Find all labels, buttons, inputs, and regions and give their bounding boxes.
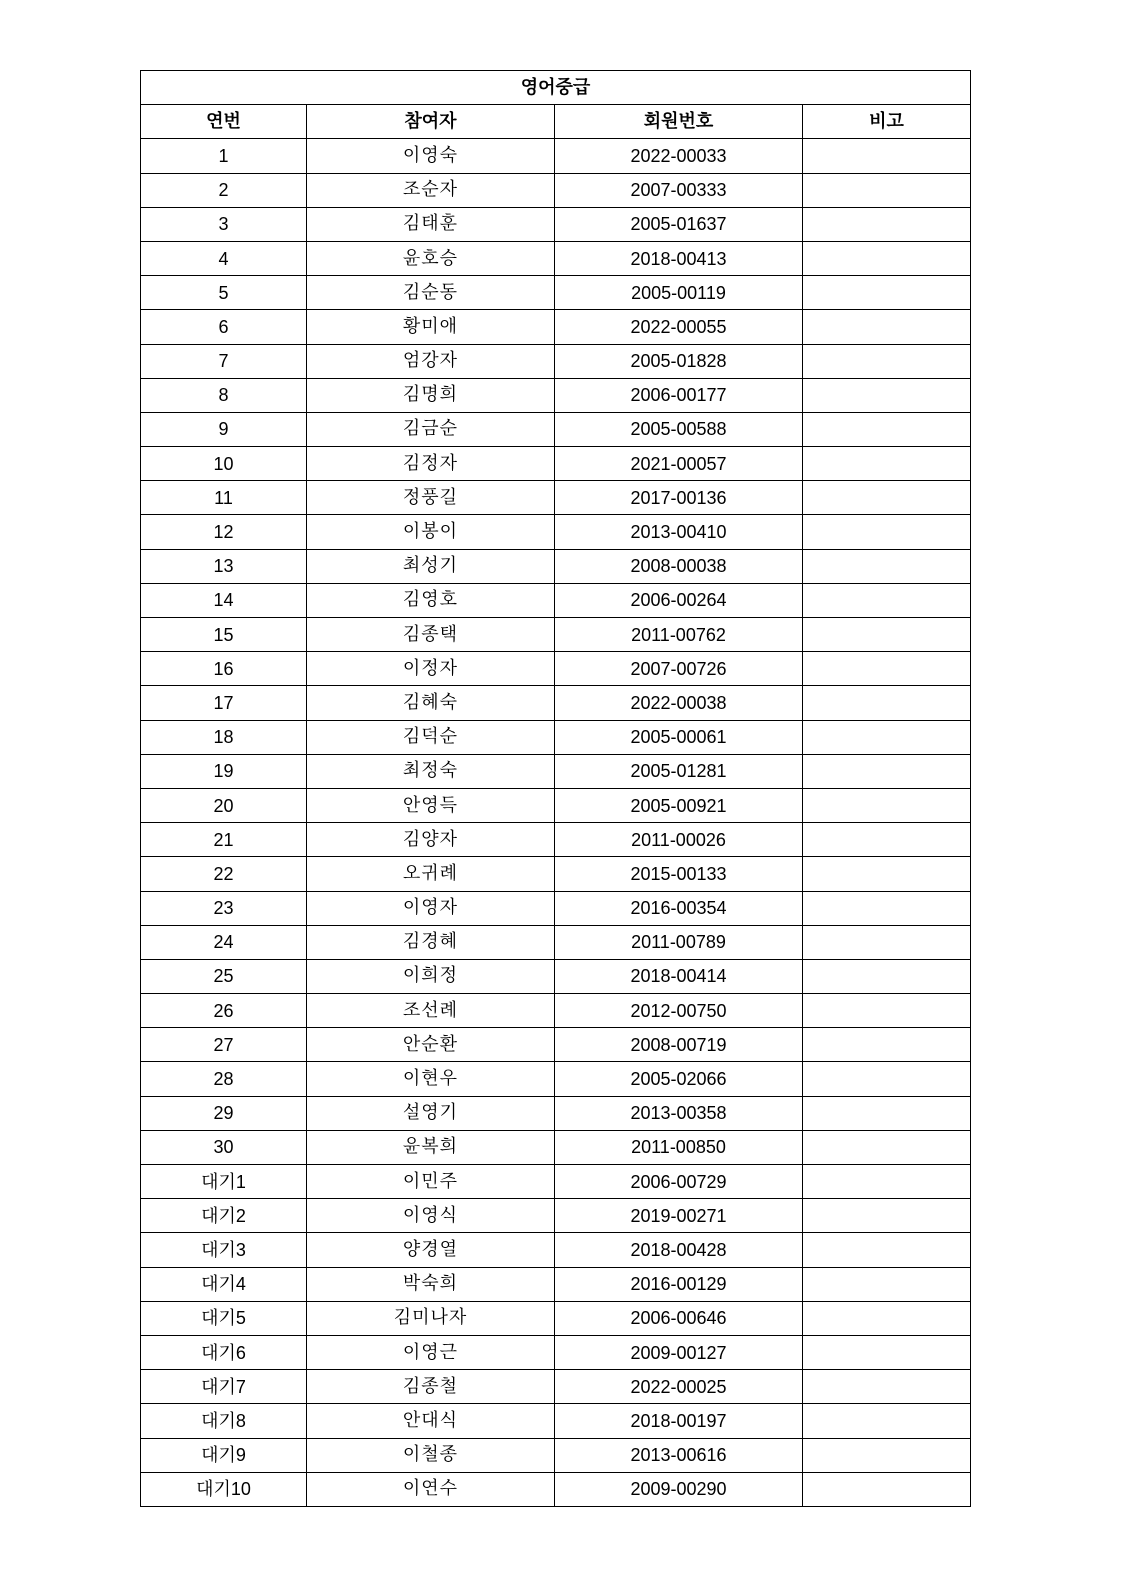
table-row	[141, 1028, 971, 1062]
cell-participant: 김명희	[307, 378, 555, 412]
cell-participant: 이연수	[307, 1472, 555, 1506]
cell-participant: 김양자	[307, 823, 555, 857]
table-row	[141, 618, 971, 652]
cell-participant: 김미나자	[307, 1301, 555, 1335]
cell-member-id: 2006-00177	[555, 378, 803, 412]
cell-note	[803, 173, 971, 207]
cell-note	[803, 754, 971, 788]
cell-no: 27	[141, 1028, 307, 1062]
cell-member-id: 2012-00750	[555, 994, 803, 1028]
cell-member-id: 2018-00197	[555, 1404, 803, 1438]
cell-note	[803, 1199, 971, 1233]
cell-member-id: 2005-00061	[555, 720, 803, 754]
cell-no: 대기1	[141, 1165, 307, 1199]
cell-no: 24	[141, 925, 307, 959]
cell-note	[803, 652, 971, 686]
table-row	[141, 139, 971, 173]
cell-participant: 윤복희	[307, 1130, 555, 1164]
table-row	[141, 754, 971, 788]
cell-note	[803, 1370, 971, 1404]
cell-member-id: 2005-02066	[555, 1062, 803, 1096]
cell-no: 3	[141, 207, 307, 241]
cell-note	[803, 139, 971, 173]
table-row	[141, 788, 971, 822]
cell-member-id: 2011-00850	[555, 1130, 803, 1164]
cell-note	[803, 1062, 971, 1096]
cell-participant: 김순동	[307, 276, 555, 310]
table-row	[141, 1404, 971, 1438]
cell-participant: 최정숙	[307, 754, 555, 788]
cell-no: 2	[141, 173, 307, 207]
cell-participant: 이영숙	[307, 139, 555, 173]
cell-note	[803, 618, 971, 652]
cell-no: 20	[141, 788, 307, 822]
table-row	[141, 1472, 971, 1506]
cell-note	[803, 481, 971, 515]
cell-no: 대기8	[141, 1404, 307, 1438]
cell-participant: 이영근	[307, 1335, 555, 1369]
table-row	[141, 1130, 971, 1164]
table-row	[141, 1335, 971, 1369]
cell-member-id: 2022-00038	[555, 686, 803, 720]
cell-member-id: 2016-00129	[555, 1267, 803, 1301]
cell-note	[803, 686, 971, 720]
cell-member-id: 2022-00055	[555, 310, 803, 344]
cell-note	[803, 857, 971, 891]
table-row	[141, 310, 971, 344]
cell-participant: 이영자	[307, 891, 555, 925]
cell-no: 1	[141, 139, 307, 173]
cell-note	[803, 344, 971, 378]
cell-note	[803, 276, 971, 310]
cell-no: 대기5	[141, 1301, 307, 1335]
cell-member-id: 2007-00726	[555, 652, 803, 686]
cell-no: 대기2	[141, 1199, 307, 1233]
cell-no: 6	[141, 310, 307, 344]
cell-participant: 김종철	[307, 1370, 555, 1404]
cell-no: 14	[141, 583, 307, 617]
cell-member-id: 2013-00410	[555, 515, 803, 549]
cell-member-id: 2018-00413	[555, 241, 803, 275]
cell-note	[803, 823, 971, 857]
cell-note	[803, 1028, 971, 1062]
cell-participant: 이영식	[307, 1199, 555, 1233]
cell-note	[803, 583, 971, 617]
cell-participant: 설영기	[307, 1096, 555, 1130]
cell-no: 9	[141, 412, 307, 446]
table-row	[141, 207, 971, 241]
table-row	[141, 583, 971, 617]
table-row	[141, 276, 971, 310]
cell-member-id: 2013-00616	[555, 1438, 803, 1472]
cell-member-id: 2009-00127	[555, 1335, 803, 1369]
cell-note	[803, 788, 971, 822]
cell-note	[803, 1335, 971, 1369]
cell-participant: 조선례	[307, 994, 555, 1028]
cell-note	[803, 994, 971, 1028]
cell-participant: 김혜숙	[307, 686, 555, 720]
header-note: 비고	[803, 105, 971, 139]
cell-no: 22	[141, 857, 307, 891]
cell-participant: 이정자	[307, 652, 555, 686]
table-row	[141, 1233, 971, 1267]
cell-member-id: 2008-00038	[555, 549, 803, 583]
cell-member-id: 2011-00026	[555, 823, 803, 857]
cell-participant: 김종택	[307, 618, 555, 652]
cell-participant: 김태훈	[307, 207, 555, 241]
cell-note	[803, 925, 971, 959]
cell-member-id: 2005-00588	[555, 412, 803, 446]
cell-note	[803, 1165, 971, 1199]
cell-note	[803, 1438, 971, 1472]
cell-no: 19	[141, 754, 307, 788]
cell-note	[803, 1096, 971, 1130]
cell-member-id: 2005-00119	[555, 276, 803, 310]
cell-participant: 조순자	[307, 173, 555, 207]
table-row	[141, 652, 971, 686]
header-name: 참여자	[307, 105, 555, 139]
cell-participant: 김경혜	[307, 925, 555, 959]
cell-no: 대기4	[141, 1267, 307, 1301]
table-row	[141, 549, 971, 583]
cell-member-id: 2006-00264	[555, 583, 803, 617]
cell-no: 대기7	[141, 1370, 307, 1404]
cell-participant: 안대식	[307, 1404, 555, 1438]
roster-sheet	[140, 70, 970, 1507]
cell-participant: 이희정	[307, 959, 555, 993]
cell-participant: 윤호승	[307, 241, 555, 275]
cell-no: 16	[141, 652, 307, 686]
table-title: 영어중급	[141, 71, 971, 105]
table-row	[141, 1370, 971, 1404]
cell-no: 15	[141, 618, 307, 652]
cell-note	[803, 1233, 971, 1267]
header-no: 연번	[141, 105, 307, 139]
cell-participant: 박숙희	[307, 1267, 555, 1301]
cell-member-id: 2006-00729	[555, 1165, 803, 1199]
table-row	[141, 857, 971, 891]
cell-no: 23	[141, 891, 307, 925]
header-row	[141, 105, 971, 139]
table-row	[141, 241, 971, 275]
title-row	[141, 71, 971, 105]
cell-no: 30	[141, 1130, 307, 1164]
cell-participant: 최성기	[307, 549, 555, 583]
cell-note	[803, 241, 971, 275]
table-row	[141, 1267, 971, 1301]
cell-member-id: 2022-00033	[555, 139, 803, 173]
cell-no: 11	[141, 481, 307, 515]
table-row	[141, 412, 971, 446]
cell-member-id: 2011-00762	[555, 618, 803, 652]
cell-participant: 황미애	[307, 310, 555, 344]
cell-member-id: 2007-00333	[555, 173, 803, 207]
cell-note	[803, 1267, 971, 1301]
table-row	[141, 925, 971, 959]
cell-participant: 이봉이	[307, 515, 555, 549]
cell-member-id: 2022-00025	[555, 1370, 803, 1404]
cell-no: 대기9	[141, 1438, 307, 1472]
cell-participant: 정풍길	[307, 481, 555, 515]
table-row	[141, 447, 971, 481]
cell-note	[803, 959, 971, 993]
cell-member-id: 2005-01637	[555, 207, 803, 241]
cell-note	[803, 447, 971, 481]
table-row	[141, 173, 971, 207]
table-row	[141, 959, 971, 993]
cell-note	[803, 310, 971, 344]
cell-participant: 양경열	[307, 1233, 555, 1267]
cell-no: 4	[141, 241, 307, 275]
cell-note	[803, 412, 971, 446]
table-row	[141, 344, 971, 378]
table-row	[141, 481, 971, 515]
cell-member-id: 2019-00271	[555, 1199, 803, 1233]
table-row	[141, 823, 971, 857]
cell-note	[803, 378, 971, 412]
table-row	[141, 1199, 971, 1233]
cell-member-id: 2015-00133	[555, 857, 803, 891]
cell-note	[803, 1301, 971, 1335]
cell-no: 12	[141, 515, 307, 549]
cell-member-id: 2005-01281	[555, 754, 803, 788]
cell-no: 7	[141, 344, 307, 378]
cell-no: 대기3	[141, 1233, 307, 1267]
cell-no: 21	[141, 823, 307, 857]
table-row	[141, 378, 971, 412]
table-row	[141, 1301, 971, 1335]
cell-no: 28	[141, 1062, 307, 1096]
cell-participant: 안영득	[307, 788, 555, 822]
cell-member-id: 2009-00290	[555, 1472, 803, 1506]
cell-participant: 김덕순	[307, 720, 555, 754]
cell-note	[803, 207, 971, 241]
cell-member-id: 2013-00358	[555, 1096, 803, 1130]
cell-note	[803, 515, 971, 549]
cell-note	[803, 720, 971, 754]
cell-member-id: 2008-00719	[555, 1028, 803, 1062]
cell-note	[803, 549, 971, 583]
roster-table-body	[141, 139, 971, 1507]
cell-no: 8	[141, 378, 307, 412]
cell-member-id: 2005-00921	[555, 788, 803, 822]
cell-member-id: 2017-00136	[555, 481, 803, 515]
cell-no: 25	[141, 959, 307, 993]
cell-participant: 오귀례	[307, 857, 555, 891]
cell-note	[803, 1472, 971, 1506]
table-row	[141, 891, 971, 925]
roster-table-head	[141, 71, 971, 139]
cell-participant: 이철종	[307, 1438, 555, 1472]
cell-note	[803, 1404, 971, 1438]
cell-participant: 엄강자	[307, 344, 555, 378]
table-row	[141, 1165, 971, 1199]
cell-member-id: 2021-00057	[555, 447, 803, 481]
cell-no: 26	[141, 994, 307, 1028]
table-row	[141, 1062, 971, 1096]
cell-member-id: 2016-00354	[555, 891, 803, 925]
cell-participant: 김금순	[307, 412, 555, 446]
cell-participant: 김정자	[307, 447, 555, 481]
header-member-id: 회원번호	[555, 105, 803, 139]
cell-no: 10	[141, 447, 307, 481]
cell-member-id: 2006-00646	[555, 1301, 803, 1335]
cell-participant: 김영호	[307, 583, 555, 617]
cell-no: 29	[141, 1096, 307, 1130]
cell-member-id: 2011-00789	[555, 925, 803, 959]
cell-no: 17	[141, 686, 307, 720]
cell-participant: 이현우	[307, 1062, 555, 1096]
cell-note	[803, 1130, 971, 1164]
table-row	[141, 720, 971, 754]
cell-participant: 이민주	[307, 1165, 555, 1199]
cell-no: 18	[141, 720, 307, 754]
cell-note	[803, 891, 971, 925]
cell-no: 대기10	[141, 1472, 307, 1506]
cell-no: 대기6	[141, 1335, 307, 1369]
cell-member-id: 2018-00428	[555, 1233, 803, 1267]
table-row	[141, 1096, 971, 1130]
table-row	[141, 515, 971, 549]
cell-no: 13	[141, 549, 307, 583]
cell-member-id: 2018-00414	[555, 959, 803, 993]
cell-no: 5	[141, 276, 307, 310]
roster-table	[140, 70, 971, 1507]
cell-participant: 안순환	[307, 1028, 555, 1062]
table-row	[141, 1438, 971, 1472]
cell-member-id: 2005-01828	[555, 344, 803, 378]
table-row	[141, 686, 971, 720]
table-row	[141, 994, 971, 1028]
